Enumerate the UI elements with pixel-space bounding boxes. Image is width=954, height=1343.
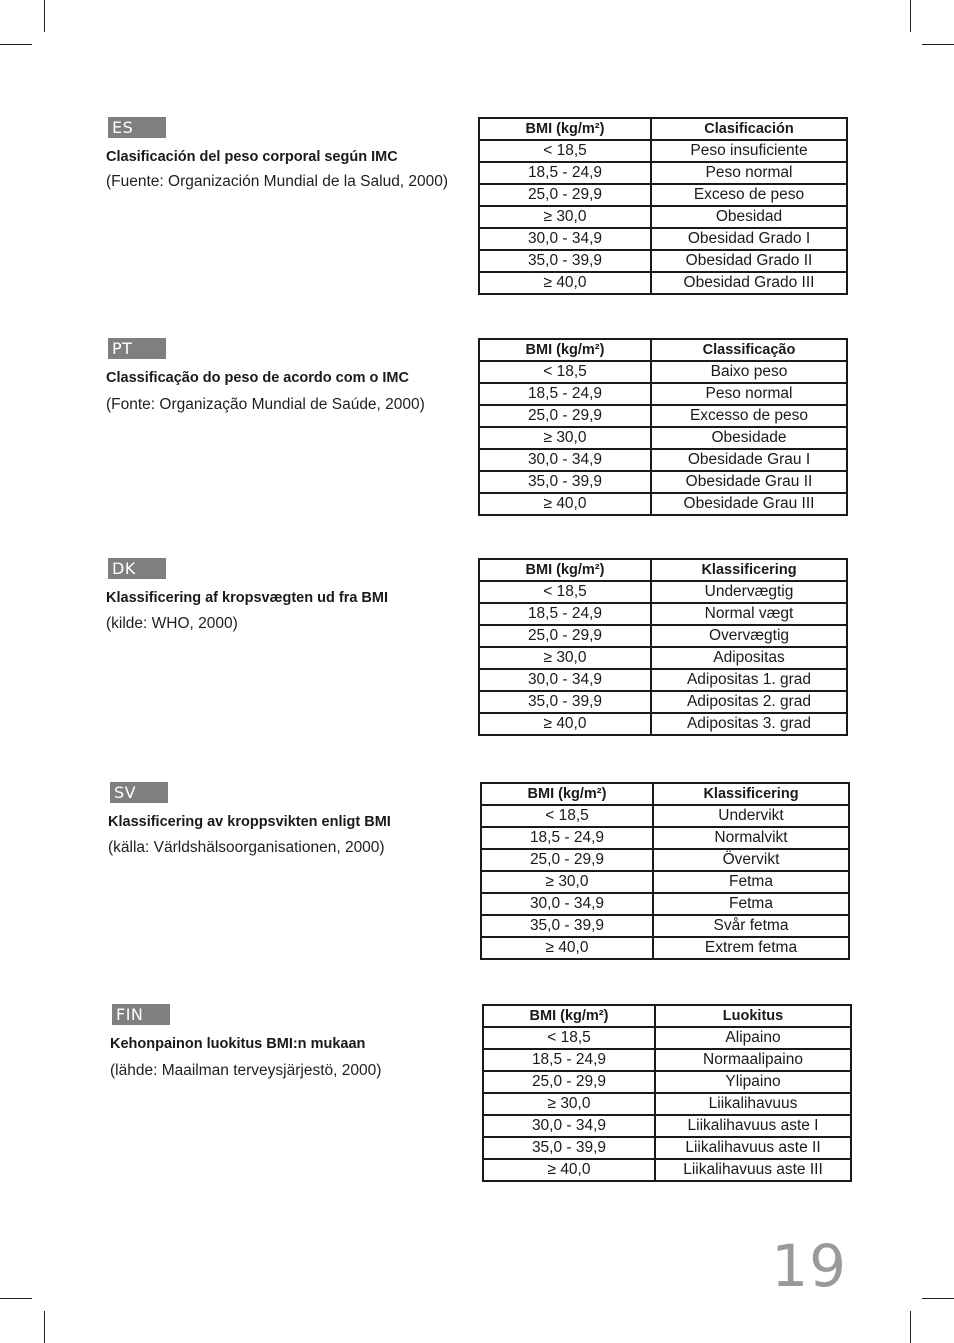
bmi-range: < 18,5 xyxy=(479,361,651,383)
table-row xyxy=(479,581,847,603)
bmi-range: 30,0 - 34,9 xyxy=(479,669,651,691)
classification: Obesidade Grau II xyxy=(651,471,847,493)
classification: Fetma xyxy=(653,893,849,915)
bmi-table xyxy=(478,117,848,295)
classification: Normaalipaino xyxy=(655,1049,851,1071)
classification: Peso normal xyxy=(651,383,847,405)
classification: Adipositas 2. grad xyxy=(651,691,847,713)
classification: Liikalihavuus aste II xyxy=(655,1137,851,1159)
header-classification: Klassificering xyxy=(653,783,849,805)
table-header-row xyxy=(479,559,847,581)
table-row xyxy=(479,449,847,471)
crop-mark xyxy=(0,1298,32,1299)
table-row xyxy=(479,250,847,272)
header-bmi: BMI (kg/m²) xyxy=(481,783,653,805)
bmi-table xyxy=(478,338,848,516)
section-title: Kehonpainon luokitus BMI:n mukaan xyxy=(110,1036,366,1052)
bmi-range: 35,0 - 39,9 xyxy=(479,691,651,713)
lang-badge: SV xyxy=(110,782,168,803)
table-row xyxy=(481,805,849,827)
crop-mark xyxy=(44,0,45,32)
classification: Adipositas 1. grad xyxy=(651,669,847,691)
section-title: Clasificación del peso corporal según IMC xyxy=(106,149,398,165)
bmi-range: 35,0 - 39,9 xyxy=(483,1137,655,1159)
table-row xyxy=(479,206,847,228)
bmi-range: ≥ 30,0 xyxy=(481,871,653,893)
lang-badge: FIN xyxy=(112,1004,170,1025)
table-header-row xyxy=(479,339,847,361)
table-row xyxy=(483,1093,851,1115)
bmi-table xyxy=(478,558,848,736)
classification: Alipaino xyxy=(655,1027,851,1049)
table-row xyxy=(483,1071,851,1093)
crop-mark xyxy=(0,44,32,45)
table-row xyxy=(479,647,847,669)
table-row xyxy=(481,871,849,893)
bmi-range: 35,0 - 39,9 xyxy=(481,915,653,937)
classification: Svår fetma xyxy=(653,915,849,937)
classification: Obesidad Grado I xyxy=(651,228,847,250)
section-source: (källa: Världshälsoorganisationen, 2000) xyxy=(108,839,385,856)
table-row xyxy=(481,937,849,959)
classification: Peso normal xyxy=(651,162,847,184)
classification: Obesidad Grado III xyxy=(651,272,847,294)
bmi-range: ≥ 40,0 xyxy=(479,493,651,515)
bmi-range: < 18,5 xyxy=(483,1027,655,1049)
classification: Liikalihavuus aste I xyxy=(655,1115,851,1137)
section-source: (kilde: WHO, 2000) xyxy=(106,615,238,632)
table-row xyxy=(479,405,847,427)
table-row xyxy=(483,1049,851,1071)
classification: Undervikt xyxy=(653,805,849,827)
bmi-range: 25,0 - 29,9 xyxy=(479,184,651,206)
table-row xyxy=(479,140,847,162)
classification: Fetma xyxy=(653,871,849,893)
table-row xyxy=(479,493,847,515)
bmi-range: 18,5 - 24,9 xyxy=(479,383,651,405)
table-row xyxy=(481,915,849,937)
header-classification: Classificação xyxy=(651,339,847,361)
table-row xyxy=(479,603,847,625)
classification: Adipositas xyxy=(651,647,847,669)
classification: Ylipaino xyxy=(655,1071,851,1093)
header-bmi: BMI (kg/m²) xyxy=(479,118,651,140)
section-title: Klassificering af kropsvægten ud fra BMI xyxy=(106,590,389,606)
table-row xyxy=(479,471,847,493)
bmi-range: 30,0 - 34,9 xyxy=(479,228,651,250)
table-row xyxy=(479,713,847,735)
header-bmi: BMI (kg/m²) xyxy=(479,559,651,581)
bmi-range: ≥ 40,0 xyxy=(479,272,651,294)
table-header-row xyxy=(481,783,849,805)
classification: Obesidade xyxy=(651,427,847,449)
lang-badge: ES xyxy=(108,117,166,138)
section-source: (lähde: Maailman terveysjärjestö, 2000) xyxy=(110,1062,382,1079)
classification: Övervikt xyxy=(653,849,849,871)
table-row xyxy=(481,893,849,915)
table-row xyxy=(479,361,847,383)
crop-mark xyxy=(922,1298,954,1299)
header-classification: Luokitus xyxy=(655,1005,851,1027)
classification: Liikalihavuus aste III xyxy=(655,1159,851,1181)
bmi-range: 30,0 - 34,9 xyxy=(479,449,651,471)
header-classification: Clasificación xyxy=(651,118,847,140)
lang-badge: DK xyxy=(108,558,166,579)
table-row xyxy=(479,383,847,405)
table-row xyxy=(481,849,849,871)
classification: Obesidade Grau III xyxy=(651,493,847,515)
table-row xyxy=(483,1137,851,1159)
crop-mark xyxy=(922,44,954,45)
crop-mark xyxy=(910,1311,911,1343)
bmi-range: ≥ 30,0 xyxy=(479,427,651,449)
bmi-range: ≥ 40,0 xyxy=(479,713,651,735)
table-row xyxy=(479,427,847,449)
header-bmi: BMI (kg/m²) xyxy=(483,1005,655,1027)
classification: Normalvikt xyxy=(653,827,849,849)
crop-mark xyxy=(44,1311,45,1343)
bmi-range: 35,0 - 39,9 xyxy=(479,250,651,272)
table-row xyxy=(483,1159,851,1181)
table-row xyxy=(479,272,847,294)
bmi-range: 18,5 - 24,9 xyxy=(479,603,651,625)
bmi-range: < 18,5 xyxy=(481,805,653,827)
bmi-range: ≥ 30,0 xyxy=(479,647,651,669)
classification: Obesidade Grau I xyxy=(651,449,847,471)
bmi-table xyxy=(480,782,850,960)
lang-badge: PT xyxy=(108,338,166,359)
table-header-row xyxy=(479,118,847,140)
classification: Exceso de peso xyxy=(651,184,847,206)
bmi-range: ≥ 40,0 xyxy=(483,1159,655,1181)
crop-mark xyxy=(910,0,911,32)
classification: Adipositas 3. grad xyxy=(651,713,847,735)
bmi-table xyxy=(482,1004,852,1182)
bmi-range: ≥ 30,0 xyxy=(479,206,651,228)
classification: Liikalihavuus xyxy=(655,1093,851,1115)
classification: Excesso de peso xyxy=(651,405,847,427)
bmi-range: < 18,5 xyxy=(479,140,651,162)
section-source: (Fonte: Organização Mundial de Saúde, 2000) xyxy=(106,396,425,413)
table-row xyxy=(483,1027,851,1049)
bmi-range: 25,0 - 29,9 xyxy=(481,849,653,871)
bmi-range: 30,0 - 34,9 xyxy=(483,1115,655,1137)
section-title: Classificação do peso de acordo com o IMC xyxy=(106,370,409,386)
classification: Normal vægt xyxy=(651,603,847,625)
classification: Obesidad Grado II xyxy=(651,250,847,272)
bmi-range: 30,0 - 34,9 xyxy=(481,893,653,915)
header-classification: Klassificering xyxy=(651,559,847,581)
classification: Extrem fetma xyxy=(653,937,849,959)
bmi-range: < 18,5 xyxy=(479,581,651,603)
table-row xyxy=(481,827,849,849)
header-bmi: BMI (kg/m²) xyxy=(479,339,651,361)
classification: Obesidad xyxy=(651,206,847,228)
bmi-range: 25,0 - 29,9 xyxy=(479,405,651,427)
classification: Undervægtig xyxy=(651,581,847,603)
bmi-range: 35,0 - 39,9 xyxy=(479,471,651,493)
bmi-range: 25,0 - 29,9 xyxy=(479,625,651,647)
bmi-range: 18,5 - 24,9 xyxy=(481,827,653,849)
classification: Baixo peso xyxy=(651,361,847,383)
table-row xyxy=(479,691,847,713)
bmi-range: 18,5 - 24,9 xyxy=(479,162,651,184)
bmi-range: ≥ 40,0 xyxy=(481,937,653,959)
table-header-row xyxy=(483,1005,851,1027)
classification: Peso insuficiente xyxy=(651,140,847,162)
table-row xyxy=(479,184,847,206)
table-row xyxy=(479,228,847,250)
table-row xyxy=(483,1115,851,1137)
classification: Overvægtig xyxy=(651,625,847,647)
bmi-range: 25,0 - 29,9 xyxy=(483,1071,655,1093)
table-row xyxy=(479,625,847,647)
page-number: 19 xyxy=(771,1232,847,1300)
section-source: (Fuente: Organización Mundial de la Salud, 2000) xyxy=(106,173,449,190)
bmi-range: ≥ 30,0 xyxy=(483,1093,655,1115)
table-row xyxy=(479,162,847,184)
bmi-range: 18,5 - 24,9 xyxy=(483,1049,655,1071)
section-title: Klassificering av kroppsvikten enligt BMI xyxy=(108,814,391,830)
table-row xyxy=(479,669,847,691)
